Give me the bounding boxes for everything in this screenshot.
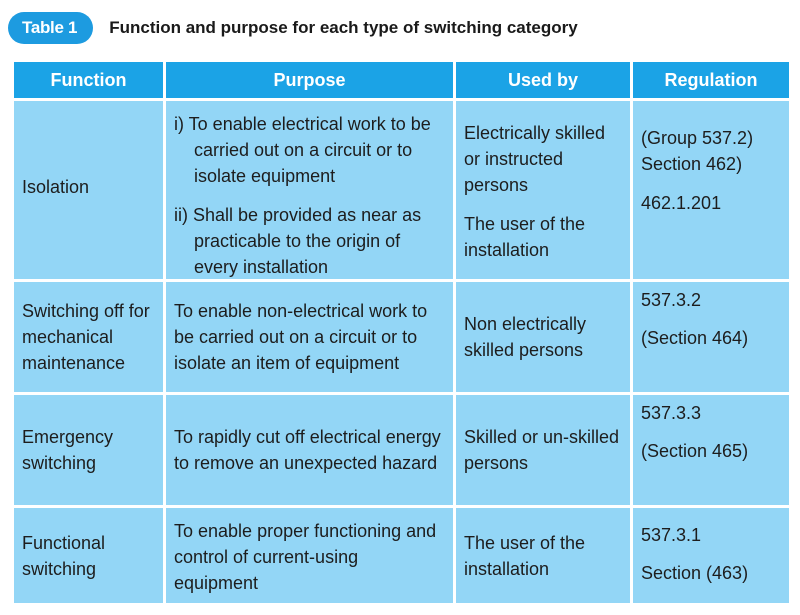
regulation-text: 537.3.3 (641, 403, 702, 423)
row-functional-function (14, 508, 163, 603)
row-emergency-used-by (456, 395, 630, 505)
table-number-badge: Table 1 (8, 12, 93, 44)
function-text: Isolation (22, 177, 90, 197)
header-purpose: Purpose (166, 62, 453, 98)
row-functional-purpose (166, 508, 453, 603)
regulation-text: (Section 465) (641, 441, 749, 461)
used-by-text: Non electrically skilled persons (464, 314, 587, 360)
header-used-by: Used by (456, 62, 630, 98)
header-regulation: Regulation (633, 62, 789, 98)
table-caption (8, 10, 578, 46)
function-text: Emergency switching (22, 427, 114, 473)
regulation-text: 537.3.2 (641, 290, 702, 310)
row-emergency-regulation (633, 395, 789, 505)
purpose-item: ii) Shall be provided as near as practicable to the origin of every installation (174, 205, 422, 277)
regulation-text: (Group 537.2) Section 462) (641, 128, 754, 174)
used-by-text: The user of the installation (464, 532, 586, 579)
table-title: Function and purpose for each type of switching category (109, 18, 578, 37)
row-emergency-function (14, 395, 163, 505)
used-by-text: The user of the installation (464, 214, 586, 260)
row-functional-used-by (456, 508, 630, 603)
switching-category-table (14, 62, 790, 601)
row-maintenance-function (14, 282, 163, 392)
regulation-text: 537.3.1 (641, 525, 702, 545)
purpose-item: To rapidly cut off electrical energy to remove an unexpected hazard (174, 427, 441, 473)
regulation-text: Section (463) (641, 563, 749, 583)
used-by-text: Electrically skilled or instructed persons (464, 123, 606, 195)
used-by-text: Skilled or un-skilled persons (464, 427, 620, 473)
function-text: Switching off for mechanical maintenance (22, 301, 150, 373)
row-isolation-purpose (166, 101, 453, 279)
row-isolation-regulation (633, 101, 789, 279)
row-isolation-function (14, 101, 163, 279)
row-maintenance-regulation (633, 282, 789, 392)
row-functional-regulation (633, 508, 789, 603)
row-maintenance-purpose (166, 282, 453, 392)
purpose-item: i) To enable electrical work to be carried out on a circuit or to isolate equipment (174, 114, 431, 186)
row-isolation-used-by (456, 101, 630, 279)
purpose-item: To enable proper functioning and control of current-using equipment (174, 521, 437, 593)
regulation-text: (Section 464) (641, 328, 749, 348)
function-text: Functional switching (22, 532, 106, 579)
regulation-text: 462.1.201 (641, 193, 722, 213)
header-function: Function (14, 62, 163, 98)
row-emergency-purpose (166, 395, 453, 505)
purpose-item: To enable non-electrical work to be carried out on a circuit or to isolate an item of equipment (174, 301, 428, 373)
row-maintenance-used-by (456, 282, 630, 392)
